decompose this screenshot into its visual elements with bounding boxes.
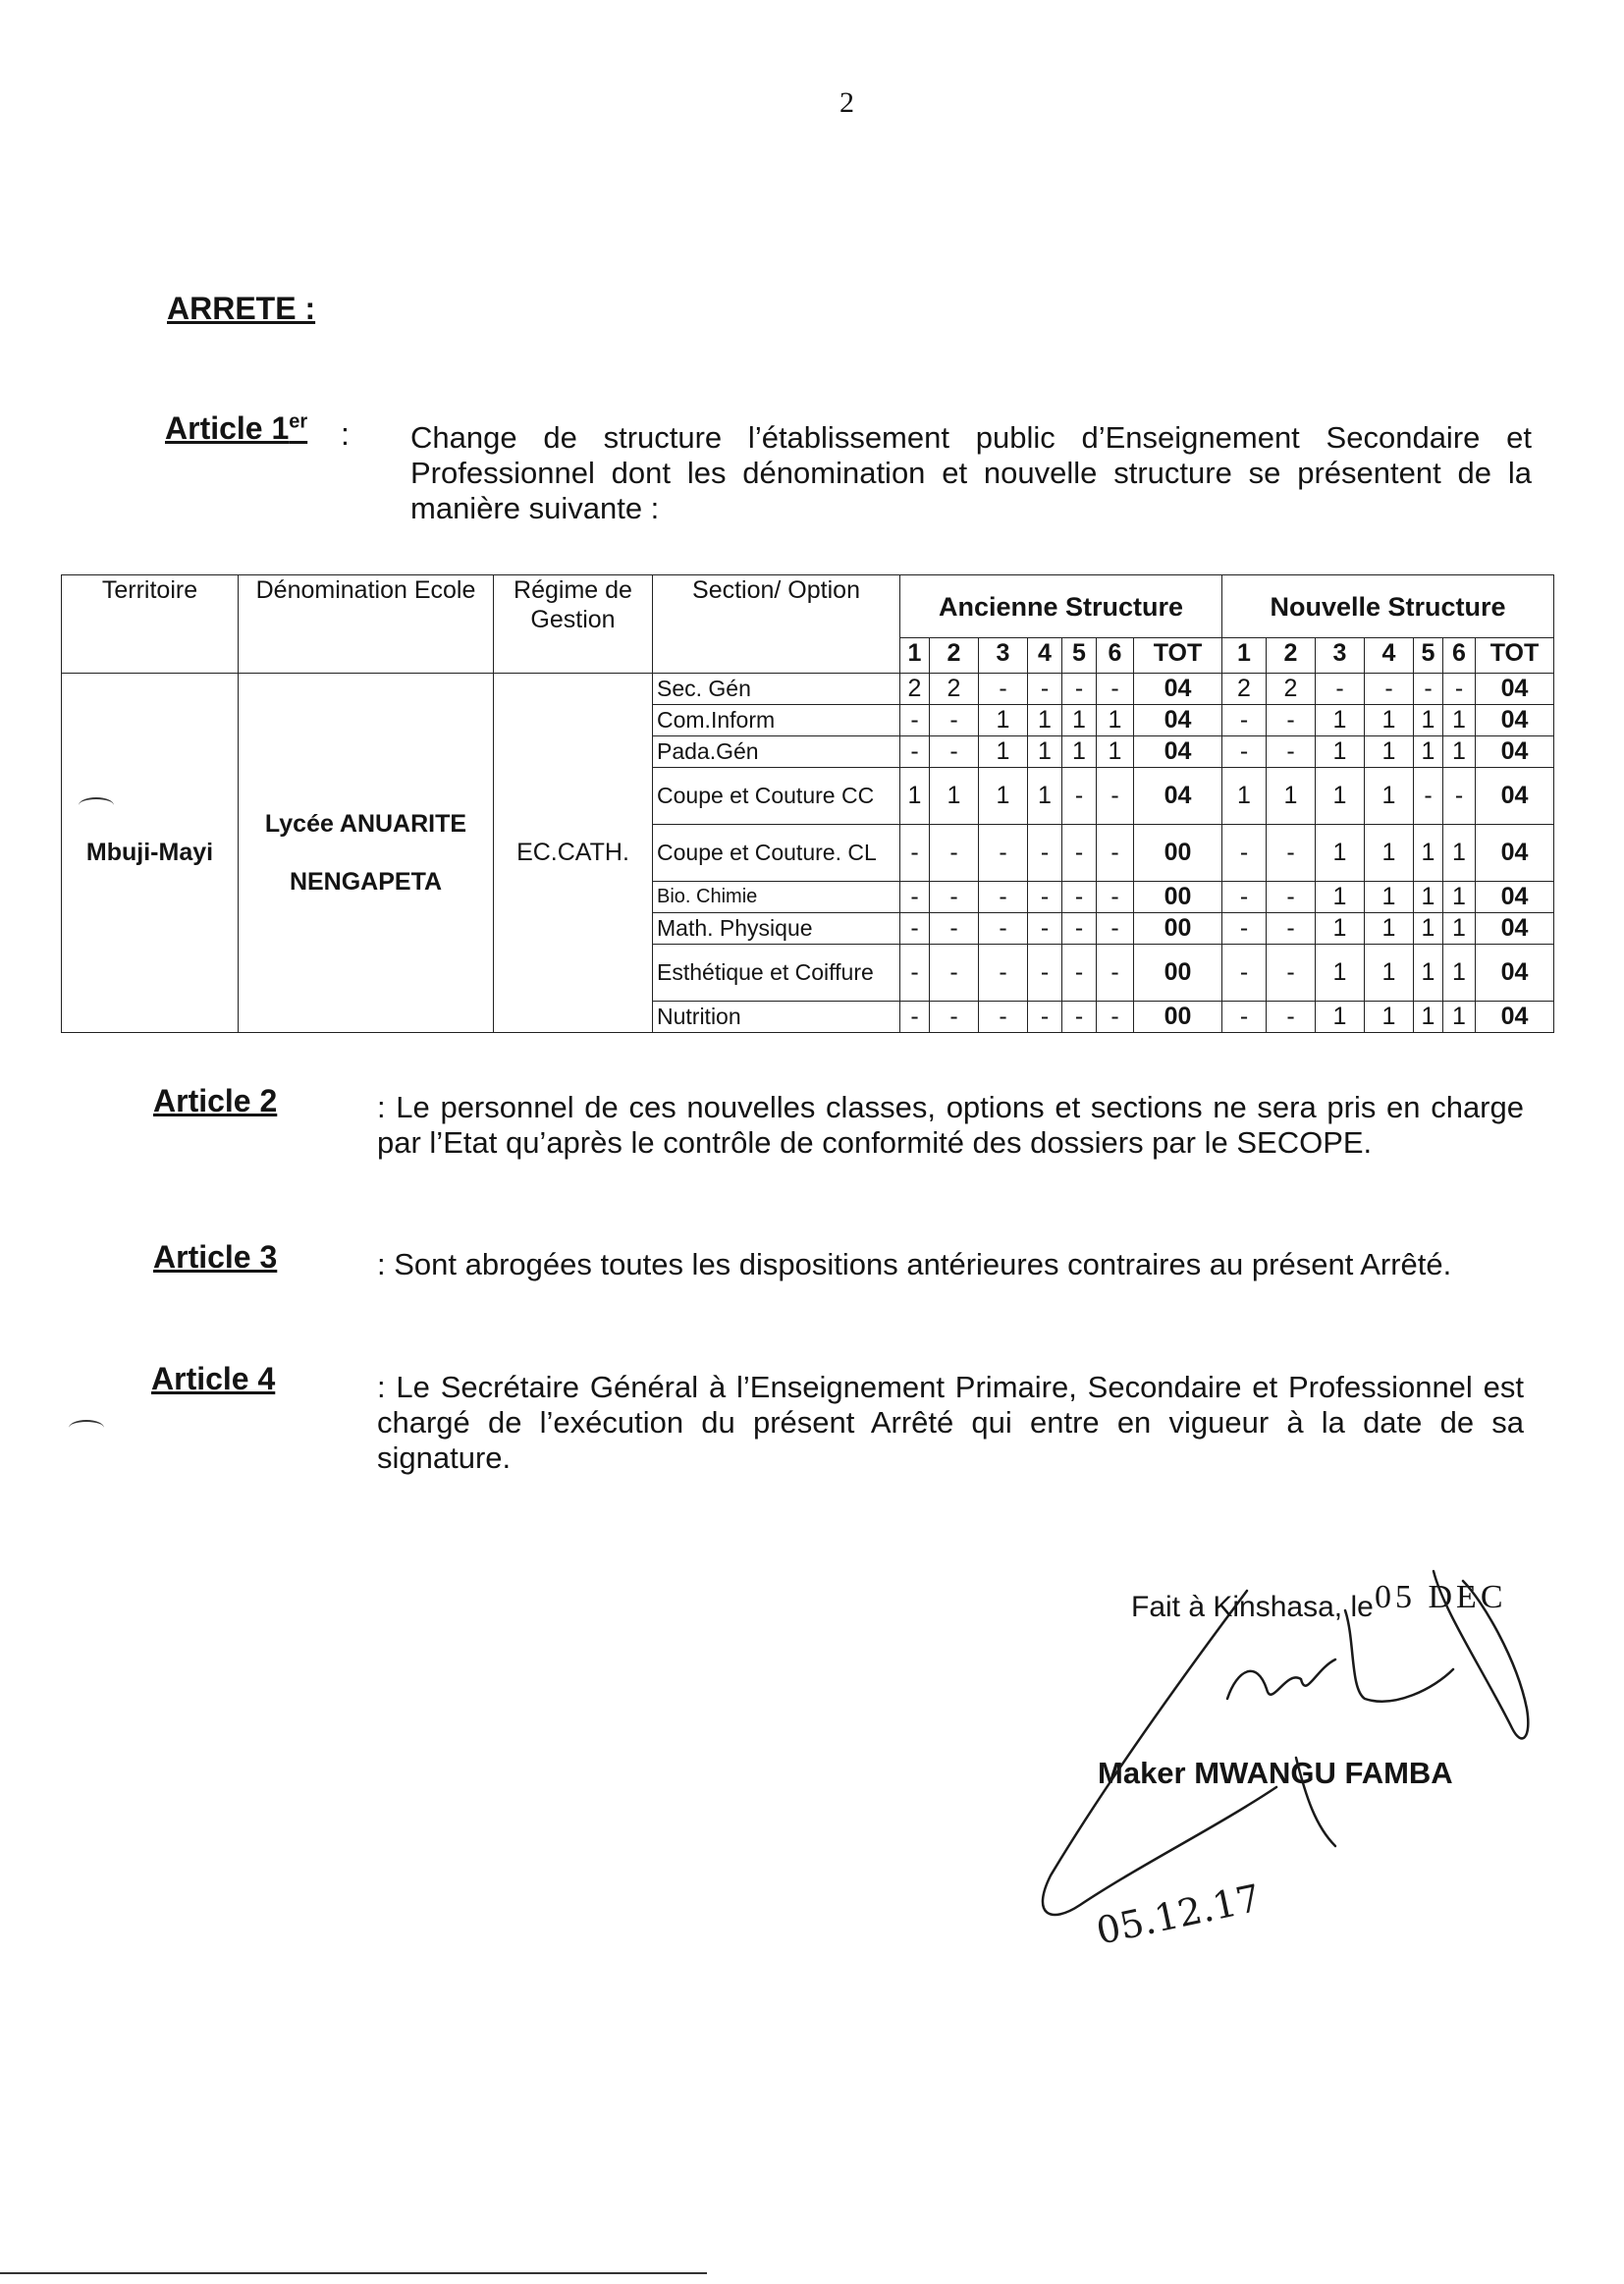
page-bottom-rule bbox=[0, 2272, 707, 2274]
cell-ancienne-6: - bbox=[1097, 1002, 1134, 1033]
cell-option: Com.Inform bbox=[653, 705, 900, 736]
cell-nouvelle-2: - bbox=[1267, 945, 1316, 1002]
article-2-label: Article 2 bbox=[153, 1083, 278, 1118]
cell-option: Bio. Chimie bbox=[653, 882, 900, 913]
header-col-a4: 4 bbox=[1028, 638, 1062, 674]
cell-nouvelle-2: - bbox=[1267, 1002, 1316, 1033]
header-col-n1: 1 bbox=[1222, 638, 1267, 674]
cell-nouvelle-6: 1 bbox=[1443, 736, 1476, 768]
cell-option: Nutrition bbox=[653, 1002, 900, 1033]
cell-ancienne-6: 1 bbox=[1097, 705, 1134, 736]
article-4-label: Article 4 bbox=[151, 1361, 276, 1396]
cell-ancienne-1: - bbox=[900, 825, 930, 882]
cell-nouvelle-4: 1 bbox=[1365, 882, 1414, 913]
document-heading: ARRETE : bbox=[167, 291, 316, 326]
cell-ancienne-3: 1 bbox=[979, 736, 1028, 768]
cell-nouvelle-3: 1 bbox=[1316, 1002, 1365, 1033]
cell-nouvelle-4: 1 bbox=[1365, 913, 1414, 945]
header-col-n3: 3 bbox=[1316, 638, 1365, 674]
cell-ancienne-tot: 00 bbox=[1134, 945, 1222, 1002]
cell-ancienne-5: - bbox=[1062, 913, 1097, 945]
cell-nouvelle-5: 1 bbox=[1414, 825, 1443, 882]
cell-ancienne-4: - bbox=[1028, 1002, 1062, 1033]
cell-nouvelle-4: 1 bbox=[1365, 705, 1414, 736]
cell-nouvelle-3: 1 bbox=[1316, 825, 1365, 882]
cell-option: Sec. Gén bbox=[653, 674, 900, 705]
cell-ancienne-1: 2 bbox=[900, 674, 930, 705]
cell-nouvelle-3: - bbox=[1316, 674, 1365, 705]
cell-nouvelle-6: 1 bbox=[1443, 945, 1476, 1002]
cell-nouvelle-6: 1 bbox=[1443, 825, 1476, 882]
article-1-label-main: Article 1 bbox=[165, 410, 290, 446]
cell-nouvelle-2: - bbox=[1267, 913, 1316, 945]
margin-tick-mark bbox=[69, 1420, 104, 1436]
header-col-a1: 1 bbox=[900, 638, 930, 674]
cell-nouvelle-tot: 04 bbox=[1476, 736, 1554, 768]
cell-ancienne-3: - bbox=[979, 825, 1028, 882]
article-3-label: Article 3 bbox=[153, 1239, 278, 1275]
cell-ancienne-3: - bbox=[979, 913, 1028, 945]
cell-nouvelle-3: 1 bbox=[1316, 945, 1365, 1002]
cell-ancienne-1: - bbox=[900, 1002, 930, 1033]
cell-nouvelle-3: 1 bbox=[1316, 882, 1365, 913]
header-section: Section/ Option bbox=[653, 575, 900, 674]
cell-nouvelle-4: 1 bbox=[1365, 945, 1414, 1002]
cell-nouvelle-3: 1 bbox=[1316, 736, 1365, 768]
cell-ancienne-5: - bbox=[1062, 945, 1097, 1002]
cell-nouvelle-3: 1 bbox=[1316, 913, 1365, 945]
article-1-label bbox=[165, 410, 307, 447]
cell-nouvelle-5: 1 bbox=[1414, 1002, 1443, 1033]
article-1-label-sup: er bbox=[289, 410, 308, 433]
cell-nouvelle-6: 1 bbox=[1443, 882, 1476, 913]
ecole-name-line2: NENGAPETA bbox=[289, 867, 443, 896]
header-col-atot: TOT bbox=[1134, 638, 1222, 674]
cell-option: Esthétique et Coiffure bbox=[653, 945, 900, 1002]
cell-nouvelle-2: - bbox=[1267, 736, 1316, 768]
cell-nouvelle-2: - bbox=[1267, 705, 1316, 736]
page-number: 2 bbox=[839, 86, 854, 119]
header-col-n5: 5 bbox=[1414, 638, 1443, 674]
cell-nouvelle-tot: 04 bbox=[1476, 768, 1554, 825]
cell-ancienne-4: - bbox=[1028, 882, 1062, 913]
cell-ancienne-5: - bbox=[1062, 768, 1097, 825]
header-col-a6: 6 bbox=[1097, 638, 1134, 674]
cell-nouvelle-tot: 04 bbox=[1476, 1002, 1554, 1033]
cell-nouvelle-tot: 04 bbox=[1476, 945, 1554, 1002]
handwritten-date: 05.12.17 bbox=[1092, 1876, 1265, 1953]
cell-ancienne-2: - bbox=[930, 1002, 979, 1033]
cell-option: Coupe et Couture. CL bbox=[653, 825, 900, 882]
cell-nouvelle-4: 1 bbox=[1365, 736, 1414, 768]
cell-ancienne-tot: 00 bbox=[1134, 913, 1222, 945]
cell-nouvelle-6: 1 bbox=[1443, 705, 1476, 736]
structure-table bbox=[61, 574, 1554, 1033]
header-territoire: Territoire bbox=[62, 575, 239, 674]
cell-ancienne-4: - bbox=[1028, 913, 1062, 945]
cell-nouvelle-1: - bbox=[1222, 705, 1267, 736]
cell-ancienne-2: 1 bbox=[930, 768, 979, 825]
cell-ancienne-tot: 00 bbox=[1134, 882, 1222, 913]
header-denomination: Dénomination Ecole bbox=[239, 575, 494, 674]
cell-nouvelle-4: 1 bbox=[1365, 825, 1414, 882]
cell-nouvelle-2: - bbox=[1267, 825, 1316, 882]
cell-ancienne-1: - bbox=[900, 705, 930, 736]
cell-option: Coupe et Couture CC bbox=[653, 768, 900, 825]
cell-ancienne-6: - bbox=[1097, 882, 1134, 913]
header-col-ntot: TOT bbox=[1476, 638, 1554, 674]
ecole-name-line1: Lycée ANUARITE bbox=[264, 809, 467, 838]
cell-ancienne-1: 1 bbox=[900, 768, 930, 825]
cell-nouvelle-1: 2 bbox=[1222, 674, 1267, 705]
cell-nouvelle-5: 1 bbox=[1414, 913, 1443, 945]
cell-nouvelle-1: - bbox=[1222, 945, 1267, 1002]
cell-ancienne-2: - bbox=[930, 736, 979, 768]
cell-ancienne-4: - bbox=[1028, 945, 1062, 1002]
cell-nouvelle-1: - bbox=[1222, 1002, 1267, 1033]
cell-regime-gestion: EC.CATH. bbox=[494, 674, 653, 1033]
cell-ancienne-4: 1 bbox=[1028, 768, 1062, 825]
cell-ancienne-5: - bbox=[1062, 882, 1097, 913]
cell-ancienne-5: 1 bbox=[1062, 705, 1097, 736]
cell-ancienne-5: - bbox=[1062, 825, 1097, 882]
header-col-n2: 2 bbox=[1267, 638, 1316, 674]
header-ancienne-structure: Ancienne Structure bbox=[900, 575, 1222, 638]
cell-ancienne-5: - bbox=[1062, 1002, 1097, 1033]
cell-ancienne-3: 1 bbox=[979, 768, 1028, 825]
cell-ancienne-4: - bbox=[1028, 825, 1062, 882]
cell-nouvelle-5: 1 bbox=[1414, 945, 1443, 1002]
cell-nouvelle-6: 1 bbox=[1443, 1002, 1476, 1033]
cell-ancienne-3: 1 bbox=[979, 705, 1028, 736]
header-regime: Régime de Gestion bbox=[494, 575, 653, 674]
cell-ancienne-6: 1 bbox=[1097, 736, 1134, 768]
cell-ancienne-2: - bbox=[930, 913, 979, 945]
cell-ancienne-2: - bbox=[930, 825, 979, 882]
cell-nouvelle-6: - bbox=[1443, 768, 1476, 825]
cell-nouvelle-1: - bbox=[1222, 736, 1267, 768]
cell-ancienne-2: - bbox=[930, 945, 979, 1002]
cell-ancienne-tot: 04 bbox=[1134, 674, 1222, 705]
cell-ancienne-5: - bbox=[1062, 674, 1097, 705]
cell-nouvelle-3: 1 bbox=[1316, 705, 1365, 736]
cell-nouvelle-tot: 04 bbox=[1476, 674, 1554, 705]
header-col-a5: 5 bbox=[1062, 638, 1097, 674]
cell-nouvelle-5: - bbox=[1414, 768, 1443, 825]
place-date-line: Fait à Kinshasa, le bbox=[1131, 1591, 1374, 1623]
cell-nouvelle-1: 1 bbox=[1222, 768, 1267, 825]
cell-ancienne-4: 1 bbox=[1028, 736, 1062, 768]
cell-ancienne-1: - bbox=[900, 736, 930, 768]
date-stamp: 05 DEC bbox=[1375, 1579, 1507, 1615]
cell-nouvelle-4: 1 bbox=[1365, 1002, 1414, 1033]
cell-nouvelle-tot: 04 bbox=[1476, 882, 1554, 913]
cell-ancienne-2: - bbox=[930, 705, 979, 736]
cell-ancienne-tot: 00 bbox=[1134, 1002, 1222, 1033]
cell-nouvelle-tot: 04 bbox=[1476, 913, 1554, 945]
handwritten-signature bbox=[1021, 1551, 1610, 1964]
cell-nouvelle-tot: 04 bbox=[1476, 825, 1554, 882]
cell-ancienne-1: - bbox=[900, 913, 930, 945]
cell-ancienne-4: 1 bbox=[1028, 705, 1062, 736]
cell-ancienne-6: - bbox=[1097, 945, 1134, 1002]
cell-nouvelle-tot: 04 bbox=[1476, 705, 1554, 736]
cell-ancienne-tot: 00 bbox=[1134, 825, 1222, 882]
article-1-text: Change de structure l’établissement public d’Enseignement Secondaire et Professionnel dont les dénomination et nouvelle structure se présentent de la manière suivante : bbox=[410, 420, 1532, 525]
header-col-n6: 6 bbox=[1443, 638, 1476, 674]
cell-ancienne-6: - bbox=[1097, 913, 1134, 945]
table-row bbox=[62, 674, 1554, 705]
cell-nouvelle-2: 2 bbox=[1267, 674, 1316, 705]
cell-ancienne-4: - bbox=[1028, 674, 1062, 705]
cell-nouvelle-5: 1 bbox=[1414, 705, 1443, 736]
article-3-text: : Sont abrogées toutes les dispositions antérieures contraires au présent Arrêté. bbox=[377, 1247, 1452, 1281]
cell-nouvelle-4: 1 bbox=[1365, 768, 1414, 825]
article-1-colon: : bbox=[341, 416, 350, 452]
cell-ancienne-3: - bbox=[979, 945, 1028, 1002]
cell-ancienne-tot: 04 bbox=[1134, 768, 1222, 825]
cell-ancienne-6: - bbox=[1097, 825, 1134, 882]
header-nouvelle-structure: Nouvelle Structure bbox=[1222, 575, 1554, 638]
cell-ancienne-3: - bbox=[979, 1002, 1028, 1033]
cell-ancienne-tot: 04 bbox=[1134, 705, 1222, 736]
cell-ancienne-1: - bbox=[900, 945, 930, 1002]
cell-ancienne-tot: 04 bbox=[1134, 736, 1222, 768]
cell-nouvelle-2: - bbox=[1267, 882, 1316, 913]
cell-ancienne-6: - bbox=[1097, 768, 1134, 825]
cell-ancienne-6: - bbox=[1097, 674, 1134, 705]
cell-nouvelle-4: - bbox=[1365, 674, 1414, 705]
cell-ancienne-3: - bbox=[979, 674, 1028, 705]
cell-nouvelle-1: - bbox=[1222, 882, 1267, 913]
article-4-text: : Le Secrétaire Général à l’Enseignement Primaire, Secondaire et Professionnel est chargé de l’exécution du présent Arrêté qui entre en vigueur à la date de sa signature. bbox=[377, 1370, 1524, 1475]
header-col-a2: 2 bbox=[930, 638, 979, 674]
header-col-n4: 4 bbox=[1365, 638, 1414, 674]
cell-nouvelle-6: 1 bbox=[1443, 913, 1476, 945]
cell-nouvelle-3: 1 bbox=[1316, 768, 1365, 825]
article-2-text: : Le personnel de ces nouvelles classes, options et sections ne sera pris en charge par l’Etat qu’après le contrôle de conformité des dossiers par le SECOPE. bbox=[377, 1090, 1524, 1160]
cell-ancienne-1: - bbox=[900, 882, 930, 913]
cell-territoire: Mbuji-Mayi bbox=[62, 674, 239, 1033]
cell-nouvelle-6: - bbox=[1443, 674, 1476, 705]
cell-nouvelle-5: 1 bbox=[1414, 882, 1443, 913]
header-col-a3: 3 bbox=[979, 638, 1028, 674]
cell-denomination-ecole bbox=[239, 674, 494, 1033]
cell-option: Math. Physique bbox=[653, 913, 900, 945]
signatory-name: Maker MWANGU FAMBA bbox=[1098, 1756, 1453, 1790]
cell-nouvelle-5: 1 bbox=[1414, 736, 1443, 768]
cell-ancienne-2: 2 bbox=[930, 674, 979, 705]
cell-nouvelle-1: - bbox=[1222, 825, 1267, 882]
cell-ancienne-5: 1 bbox=[1062, 736, 1097, 768]
table-body bbox=[62, 674, 1554, 1033]
cell-option: Pada.Gén bbox=[653, 736, 900, 768]
cell-ancienne-3: - bbox=[979, 882, 1028, 913]
margin-tick-mark bbox=[79, 797, 114, 813]
cell-ancienne-2: - bbox=[930, 882, 979, 913]
cell-nouvelle-1: - bbox=[1222, 913, 1267, 945]
cell-nouvelle-2: 1 bbox=[1267, 768, 1316, 825]
cell-nouvelle-5: - bbox=[1414, 674, 1443, 705]
